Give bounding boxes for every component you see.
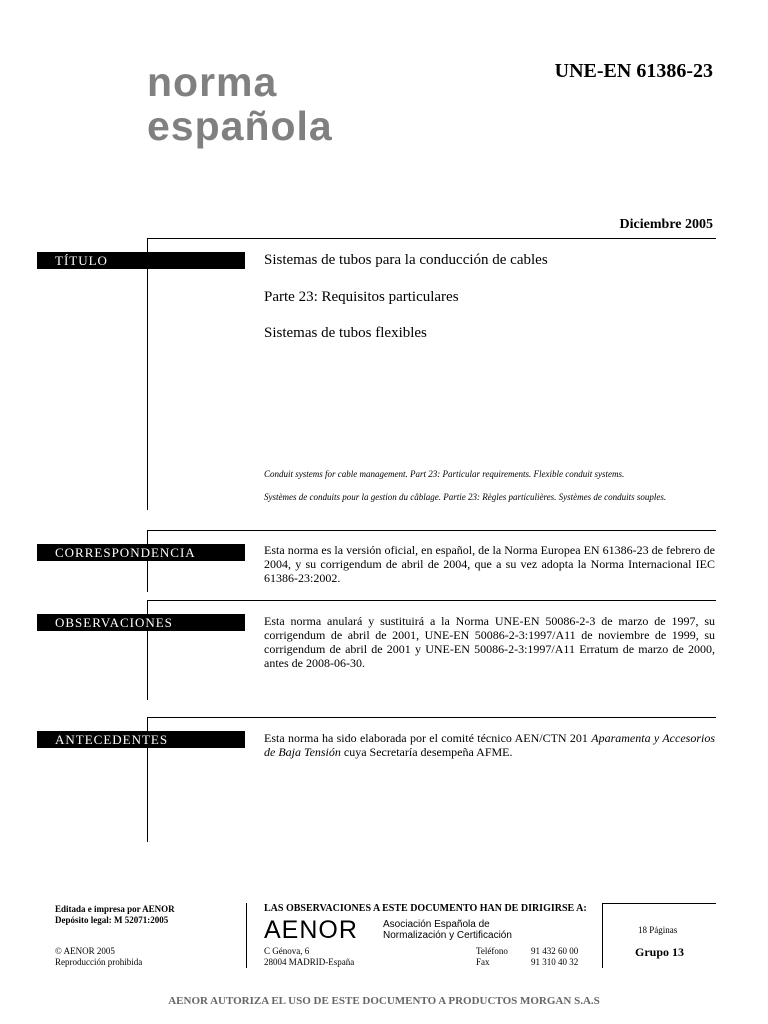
section-divider-correspondencia xyxy=(147,530,716,531)
observaciones-text: Esta norma anulará y sustituirá a la Norma UNE-EN 50086-2-3 de marzo de 1997, su corrigendum de abril de 2001, UNE-EN 50086-2-3:1997/A11 de noviembre de 1999, su corrigendum de abril de 2001 y UNE-EN 50086-2-3:1997/A11 Erratum de marzo de 2000, antes de 2008-06-30. xyxy=(264,614,715,670)
section-divider-titulo xyxy=(147,238,716,239)
aenor-logo: AENOR xyxy=(264,916,358,944)
section-label-titulo: TÍTULO xyxy=(37,252,245,269)
footer-address xyxy=(264,946,354,968)
assoc-line-1: Asociación Española de xyxy=(383,919,490,930)
antecedentes-text xyxy=(264,731,715,759)
footer-rights xyxy=(55,946,142,968)
assoc-line-2: Normalización y Certificación xyxy=(383,930,512,941)
address-line-1: C Génova, 6 xyxy=(264,946,310,956)
section-divider-antecedentes xyxy=(147,717,716,718)
footer-publisher xyxy=(55,904,175,926)
brand-line-2: española xyxy=(147,103,333,149)
fax-value: 91 310 40 32 xyxy=(531,957,579,967)
footer-deposito: Depósito legal: M 52071:2005 xyxy=(55,915,169,925)
brand-line-1: norma xyxy=(147,59,278,105)
title-line-3: Sistemas de tubos flexibles xyxy=(264,325,427,341)
title-line-1: Sistemas de tubos para la conducción de cables xyxy=(264,252,548,268)
footer-copyright: © AENOR 2005 xyxy=(55,946,115,956)
section-divider-observaciones xyxy=(147,600,716,601)
address-line-2: 28004 MADRID-España xyxy=(264,957,355,967)
license-notice: AENOR AUTORIZA EL USO DE ESTE DOCUMENTO A PRODUCTOS MORGAN S.A.S xyxy=(168,995,600,1007)
footer-reproduccion: Reproducción prohibida xyxy=(55,957,143,967)
section-label-correspondencia: CORRESPONDENCIA xyxy=(37,544,245,561)
footer-contact-values xyxy=(531,946,578,968)
antecedentes-text-before: Esta norma ha sido elaborada por el comité técnico AEN/CTN 201 xyxy=(264,731,592,745)
correspondencia-text: Esta norma es la versión oficial, en español, de la Norma Europea EN 61386-23 de febrero de 2004, y su corrigendum de abril de 2004, que a su vez adopta la Norma Internacional IEC 61386-23:2002. xyxy=(264,543,715,585)
title-french: Systèmes de conduits pour la gestion du câblage. Partie 23: Règles particulières. Systèmes de conduits souples. xyxy=(264,492,667,502)
publication-date: Diciembre 2005 xyxy=(619,217,713,232)
footer-edited: Editada e impresa por AENOR xyxy=(55,904,175,914)
section-label-observaciones: OBSERVACIONES xyxy=(37,614,245,631)
price-group: Grupo 13 xyxy=(635,945,685,959)
footer-box-top xyxy=(602,903,716,904)
footer-separator-right xyxy=(602,903,603,968)
standard-code: UNE-EN 61386-23 xyxy=(554,60,713,82)
section-rule-correspondencia xyxy=(147,530,148,592)
antecedentes-text-after: cuya Secretaría desempeña AFME. xyxy=(340,745,513,759)
antecedentes-committee-name: Aparamenta y Accesorios de Baja Tensión xyxy=(264,731,716,759)
telefono-value: 91 432 60 00 xyxy=(531,946,579,956)
title-english: Conduit systems for cable management. Part 23: Particular requirements. Flexible conduit systems. xyxy=(264,469,625,479)
page-count: 18 Páginas xyxy=(638,925,678,935)
footer-contact-labels xyxy=(476,946,508,968)
fax-label: Fax xyxy=(476,957,490,967)
telefono-label: Teléfono xyxy=(476,946,508,956)
section-label-antecedentes: ANTECEDENTES xyxy=(37,731,245,748)
section-rule-titulo xyxy=(147,238,148,510)
footer-separator-left xyxy=(246,903,247,968)
footer-observations-heading: LAS OBSERVACIONES A ESTE DOCUMENTO HAN DE DIRIGIRSE A: xyxy=(264,903,587,914)
title-line-2: Parte 23: Requisitos particulares xyxy=(264,289,459,305)
aenor-association xyxy=(383,919,512,941)
